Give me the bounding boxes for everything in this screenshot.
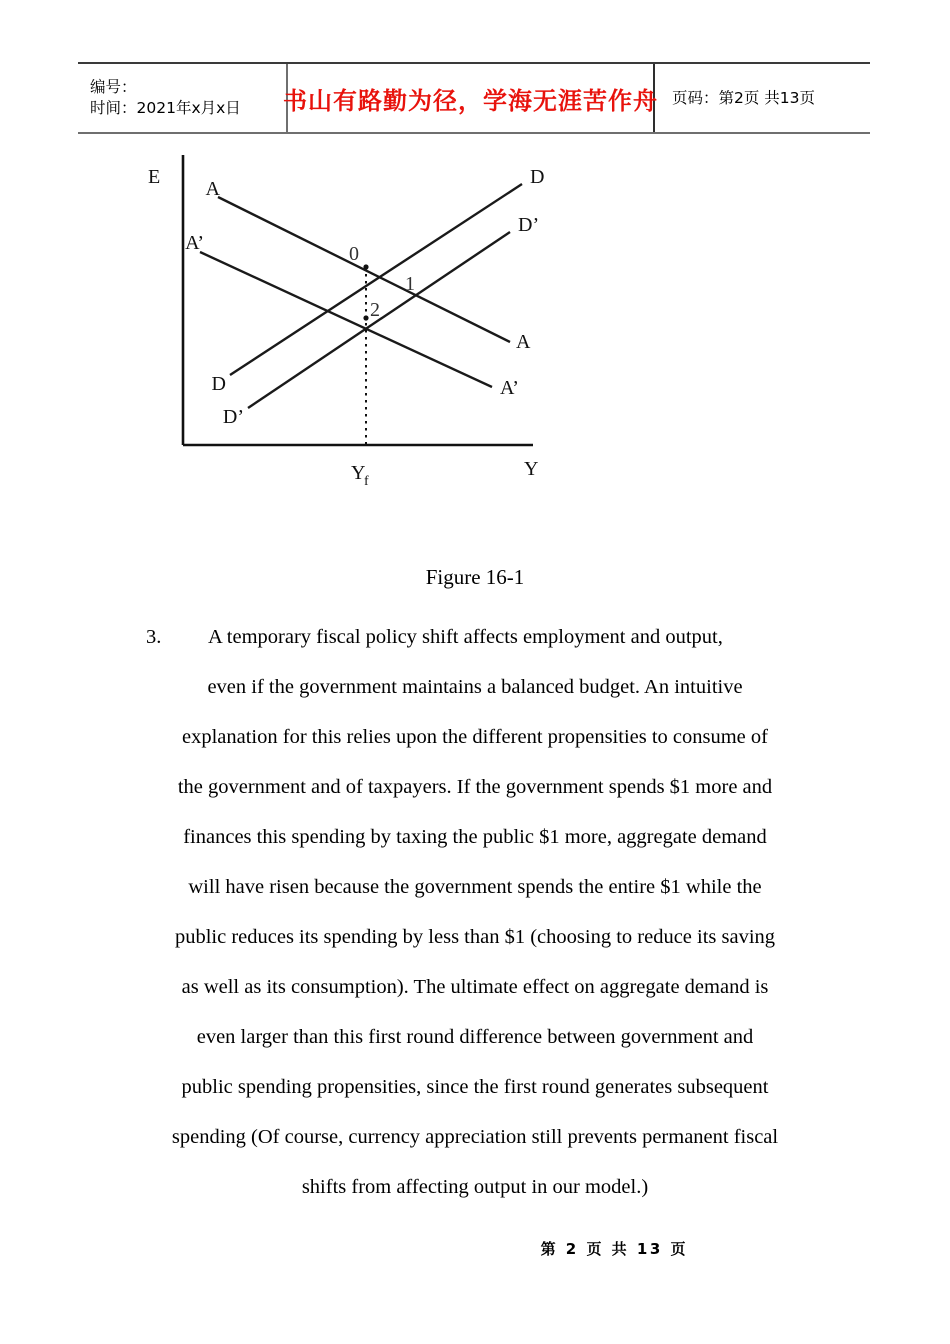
figure-caption: Figure 16-1: [425, 565, 525, 589]
paragraph-line: [146, 612, 804, 662]
list-number: 3.: [146, 626, 162, 648]
axis-label-y: Y: [524, 458, 539, 480]
label-dd-prime-left: D’: [222, 406, 244, 428]
label-point-0: 0: [349, 243, 359, 265]
curve-aa: [218, 197, 510, 342]
header-cell-document-info: [78, 64, 288, 132]
paragraph-line: even if the government maintains a balanced budget. An intuitive: [207, 676, 743, 698]
paragraph-line: public spending propensities, since the first round generates subsequent: [181, 1076, 769, 1098]
point-0-marker: [363, 264, 368, 269]
header-cell-motto: [283, 64, 658, 132]
paragraph-line: the government and of taxpayers. If the government spends $1 more and: [177, 776, 773, 798]
axis-lines: [183, 155, 533, 445]
axis-label-e: E: [148, 166, 161, 188]
body-paragraph-3: [146, 612, 804, 1212]
paragraph-line: spending (Of course, currency appreciation still prevents permanent fiscal: [171, 1126, 779, 1148]
paragraph-line: as well as its consumption). The ultimate effect on aggregate demand is: [181, 976, 769, 998]
paragraph-line: shifts from affecting output in our model.): [301, 1176, 649, 1198]
header-cell-pagination: [655, 64, 870, 132]
page-footer: 第 2 页 共 13 页: [540, 1240, 688, 1258]
label-dd-right: D: [530, 166, 545, 188]
label-aa-right: A: [516, 331, 531, 353]
label-aa-left: A: [205, 178, 220, 200]
label-point-1: 1: [405, 273, 415, 295]
label-dd-prime-right: D’: [518, 214, 540, 236]
paragraph-line: finances this spending by taxing the public $1 more, aggregate demand: [183, 826, 767, 848]
document-date-label: 时间：2021年x月x日: [90, 99, 241, 117]
motto-text: 书山有路勤为径，学海无涯苦作舟: [283, 86, 658, 115]
document-number-label: 编号：: [90, 78, 137, 96]
paragraph-line-text: A temporary fiscal policy shift affects employment and output,: [208, 626, 723, 648]
paragraph-line: explanation for this relies upon the different propensities to consume of: [181, 726, 768, 748]
paragraph-line: even larger than this first round difference between government and: [196, 1026, 754, 1048]
paragraph-line: public reduces its spending by less than $1 (choosing to reduce its saving: [174, 926, 776, 948]
header-page-info: 页码：第2页 共13页: [672, 88, 816, 107]
label-dd-left: D: [211, 373, 226, 395]
label-point-2: 2: [370, 299, 380, 321]
axis-label-yf: Y: [351, 462, 366, 484]
point-2-marker: [363, 315, 368, 320]
curve-dd: [230, 184, 522, 375]
label-aa-prime-right: A’: [500, 377, 519, 399]
page-header-table: [78, 62, 870, 134]
paragraph-line: will have risen because the government spends the entire $1 while the: [188, 876, 762, 898]
figure-16-1-diagram: [120, 150, 580, 500]
axis-label-yf-subscript: f: [364, 474, 369, 489]
label-aa-prime-left: A’: [185, 232, 204, 254]
